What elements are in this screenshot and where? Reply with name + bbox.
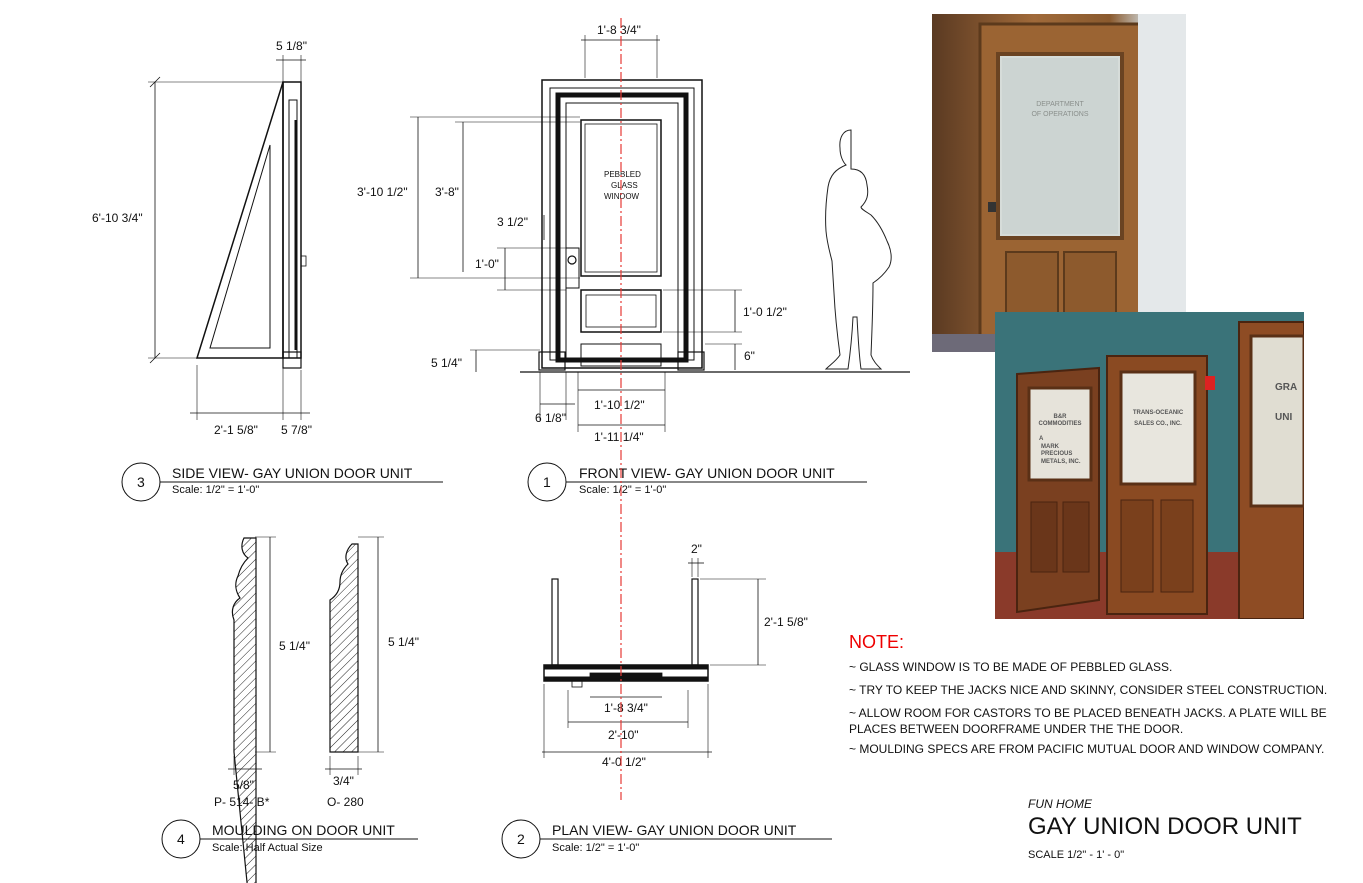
- plan-jamb-dim: 2": [691, 542, 702, 556]
- front-base-dim: 6": [744, 349, 755, 363]
- hallway-photo-art: [995, 312, 1304, 619]
- sheet-title: GAY UNION DOOR UNIT: [1028, 813, 1302, 840]
- title-block: [1028, 797, 1302, 861]
- moulding-o280-code: O- 280: [327, 795, 364, 809]
- moulding-profile-o280: [330, 544, 358, 752]
- plan-outer-dim: 4'-0 1/2": [602, 755, 646, 769]
- moulding-p514-code: P- 514- B*: [214, 795, 270, 809]
- door-knob: [568, 256, 576, 264]
- window-label-line-2: GLASS: [611, 181, 638, 190]
- moulding-number: 4: [177, 831, 185, 847]
- front-outer-width-dim: 1'-11 1/4": [594, 430, 644, 444]
- door-glass-sign-line-1: DEPARTMENT: [1036, 101, 1084, 108]
- plan-view-number: 2: [517, 831, 525, 847]
- door-handle-plate: [566, 248, 579, 288]
- front-panel-dim: 1'-0 1/2": [743, 305, 787, 319]
- notes-heading: NOTE:: [849, 632, 905, 652]
- reference-photo-single-door: [932, 14, 1186, 352]
- side-top-dim: 5 1/8": [276, 39, 307, 53]
- plan-mid-dim: 2'-10": [608, 728, 639, 742]
- moulding-o280-width: 3/4": [333, 774, 354, 788]
- front-inner-width-dim: 1'-10 1/2": [594, 398, 645, 412]
- front-view-number: 1: [543, 474, 551, 490]
- moulding-o280-height: 5 1/4": [388, 635, 419, 649]
- front-handle-dim: 1'-0": [475, 257, 499, 271]
- front-view-scale: Scale: 1/2" = 1'-0": [579, 484, 667, 496]
- door-glass-sign-line-2: OF OPERATIONS: [1031, 111, 1089, 118]
- side-view-drawing: [148, 55, 310, 420]
- front-gap-dim: 3 1/2": [497, 215, 528, 229]
- project-name: FUN HOME: [1028, 797, 1092, 811]
- front-plinth-width-dim: 6 1/8": [535, 411, 566, 425]
- sign-door2-line-1: TRANS-OCEANIC: [1132, 410, 1184, 416]
- note-item: ~ GLASS WINDOW IS TO BE MADE OF PEBBLED GLASS.: [849, 660, 1173, 674]
- front-view-drawing: [410, 35, 910, 432]
- side-view-number: 3: [137, 474, 145, 490]
- single-door-photo-art: [932, 14, 1186, 352]
- side-view-door-edge: [283, 82, 301, 358]
- plan-jamb-depth-dim: 2'-1 5/8": [764, 615, 808, 629]
- front-plinth-height-dim: 5 1/4": [431, 356, 462, 370]
- side-view-title: SIDE VIEW- GAY UNION DOOR UNIT: [172, 465, 413, 481]
- front-view-title: FRONT VIEW- GAY UNION DOOR UNIT: [579, 465, 835, 481]
- human-scale-silhouette: [826, 130, 892, 369]
- note-item: ~ MOULDING SPECS ARE FROM PACIFIC MUTUAL DOOR AND WINDOW COMPANY.: [849, 742, 1325, 756]
- window-label-line-3: WINDOW: [604, 192, 640, 201]
- note-item: ~ ALLOW ROOM FOR CASTORS TO BE PLACED BENEATH JACKS. A PLATE WILL BE PLACES BETWEEN DOORFRAME UNDER THE THE DOOR.: [849, 706, 1327, 736]
- front-top-dim: 1'-8 3/4": [597, 23, 641, 37]
- sign-door1-line-6: METALS, INC.: [1041, 459, 1081, 465]
- plan-view-scale: Scale: 1/2" = 1'-0": [552, 842, 640, 854]
- sign-door1-line-2: COMMODITIES: [1038, 421, 1082, 427]
- side-base-dim: 2'-1 5/8": [214, 423, 258, 437]
- front-frame-trim: [558, 95, 686, 360]
- reference-photo-hallway: [995, 312, 1304, 619]
- side-view-brace-inner: [210, 145, 270, 348]
- sign-door1-line-3: A: [1039, 436, 1044, 442]
- side-height-dim: 6'-10 3/4": [92, 211, 143, 225]
- window-label-line-1: PEBBLED: [604, 170, 641, 179]
- front-window-height-dim: 3'-8": [435, 185, 459, 199]
- side-view-scale: Scale: 1/2" = 1'-0": [172, 484, 260, 496]
- plan-view-drawing: [542, 558, 766, 758]
- front-outer-height-dim: 3'-10 1/2": [357, 185, 408, 199]
- moulding-title: MOULDING ON DOOR UNIT: [212, 822, 395, 838]
- moulding-p514-width: 5/8": [233, 778, 254, 792]
- sign-door1-line-1: B&R: [1053, 414, 1067, 420]
- sign-door2-line-2: SALES CO., INC.: [1134, 421, 1182, 427]
- plan-inner-dim: 1'-8 3/4": [604, 701, 648, 715]
- sign-door1-line-4: MARK: [1041, 444, 1059, 450]
- side-base-right-dim: 5 7/8": [281, 423, 312, 437]
- moulding-scale: Scale: Half Actual Size: [212, 842, 323, 854]
- note-item: ~ TRY TO KEEP THE JACKS NICE AND SKINNY, CONSIDER STEEL CONSTRUCTION.: [849, 683, 1328, 697]
- sign-door3-line-2: UNI: [1275, 412, 1293, 423]
- sign-door3-line-1: GRA: [1275, 382, 1298, 393]
- notes-block: [849, 630, 1349, 757]
- plan-view-title: PLAN VIEW- GAY UNION DOOR UNIT: [552, 822, 797, 838]
- sign-door1-line-5: PRECIOUS: [1041, 451, 1073, 457]
- sheet-scale: SCALE 1/2" - 1' - 0": [1028, 849, 1125, 861]
- moulding-p514-height: 5 1/4": [279, 639, 310, 653]
